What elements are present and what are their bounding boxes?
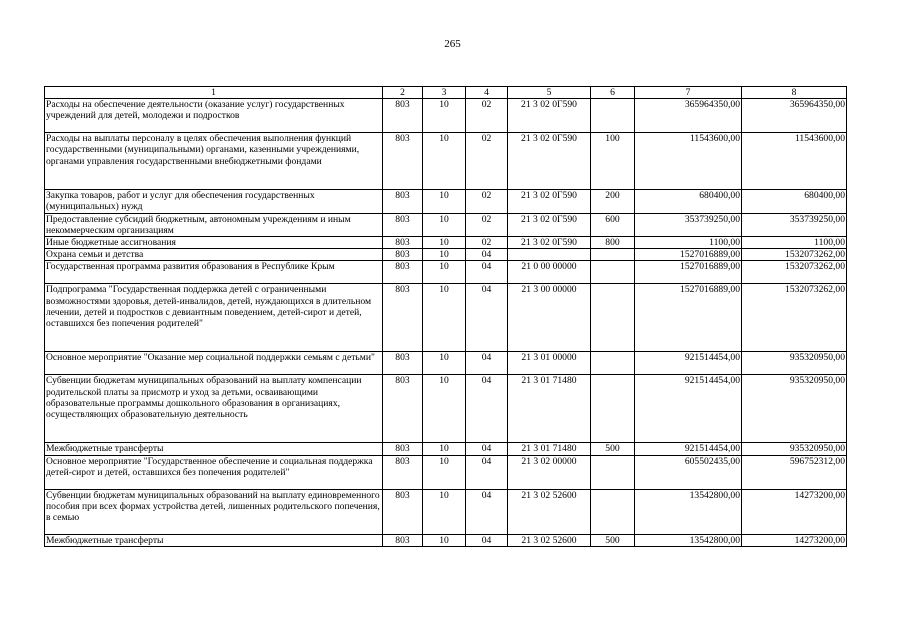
cell-amount-year2: 935320950,00 [742, 375, 847, 443]
cell-section: 10 [423, 249, 466, 261]
cell-section: 10 [423, 237, 466, 249]
cell-expense-type [591, 249, 635, 261]
cell-ministry: 803 [383, 99, 423, 133]
cell-name: Основное мероприятие "Оказание мер социальной поддержки семьям с детьми" [45, 352, 383, 375]
cell-subsection: 02 [466, 190, 508, 213]
cell-name: Иные бюджетные ассигнования [45, 237, 383, 249]
cell-target-article [508, 249, 591, 261]
cell-ministry: 803 [383, 261, 423, 284]
cell-ministry: 803 [383, 249, 423, 261]
cell-target-article: 21 3 02 0Г590 [508, 99, 591, 133]
cell-amount-year1: 921514454,00 [635, 375, 742, 443]
cell-amount-year1: 1527016889,00 [635, 284, 742, 352]
table-row [45, 99, 847, 133]
cell-target-article: 21 3 01 71480 [508, 443, 591, 455]
budget-table [44, 86, 847, 547]
cell-expense-type: 800 [591, 237, 635, 249]
cell-expense-type [591, 352, 635, 375]
cell-section: 10 [423, 213, 466, 236]
cell-amount-year2: 11543600,00 [742, 133, 847, 190]
cell-target-article: 21 3 02 0Г590 [508, 213, 591, 236]
cell-target-article: 21 0 00 00000 [508, 261, 591, 284]
table-row [45, 455, 847, 489]
header-cell: 2 [383, 87, 423, 99]
cell-section: 10 [423, 284, 466, 352]
cell-target-article: 21 3 01 71480 [508, 375, 591, 443]
cell-amount-year2: 1532073262,00 [742, 261, 847, 284]
cell-ministry: 803 [383, 534, 423, 546]
cell-ministry: 803 [383, 190, 423, 213]
cell-name: Основное мероприятие "Государственное обеспечение и социальная поддержка детей-сирот и детей, оставшихся без попечения родителей" [45, 455, 383, 489]
table-row [45, 352, 847, 375]
table-row [45, 133, 847, 190]
header-cell: 7 [635, 87, 742, 99]
cell-amount-year2: 680400,00 [742, 190, 847, 213]
cell-amount-year2: 1100,00 [742, 237, 847, 249]
cell-name: Предоставление субсидий бюджетным, автономным учреждениям и иным некоммерческим организациям [45, 213, 383, 236]
table-row [45, 534, 847, 546]
cell-subsection: 04 [466, 534, 508, 546]
cell-target-article: 21 3 02 0Г590 [508, 237, 591, 249]
cell-amount-year1: 680400,00 [635, 190, 742, 213]
cell-section: 10 [423, 133, 466, 190]
cell-target-article: 21 3 02 0Г590 [508, 133, 591, 190]
cell-amount-year2: 596752312,00 [742, 455, 847, 489]
cell-ministry: 803 [383, 133, 423, 190]
cell-amount-year2: 935320950,00 [742, 443, 847, 455]
cell-name: Подпрограмма "Государственная поддержка детей с ограниченными возможностями здоровья, детей-инвалидов, детей, нуждающихся в длительном лечении, детей и подростков с девиантным поведением, детей-сирот и детей, оставшихся без попечения родителей" [45, 284, 383, 352]
header-cell: 3 [423, 87, 466, 99]
cell-expense-type: 500 [591, 534, 635, 546]
header-cell: 5 [508, 87, 591, 99]
cell-section: 10 [423, 455, 466, 489]
cell-amount-year2: 353739250,00 [742, 213, 847, 236]
cell-target-article: 21 3 02 52600 [508, 534, 591, 546]
cell-section: 10 [423, 261, 466, 284]
cell-subsection: 02 [466, 133, 508, 190]
cell-target-article: 21 3 02 52600 [508, 489, 591, 534]
header-cell: 4 [466, 87, 508, 99]
cell-expense-type [591, 284, 635, 352]
table-row [45, 213, 847, 236]
cell-amount-year1: 1100,00 [635, 237, 742, 249]
cell-name: Межбюджетные трансферты [45, 443, 383, 455]
cell-amount-year1: 921514454,00 [635, 352, 742, 375]
cell-section: 10 [423, 99, 466, 133]
cell-section: 10 [423, 443, 466, 455]
cell-target-article: 21 3 00 00000 [508, 284, 591, 352]
cell-amount-year2: 14273200,00 [742, 489, 847, 534]
cell-ministry: 803 [383, 375, 423, 443]
cell-subsection: 04 [466, 261, 508, 284]
cell-subsection: 04 [466, 455, 508, 489]
table-row [45, 443, 847, 455]
cell-target-article: 21 3 01 00000 [508, 352, 591, 375]
cell-expense-type: 500 [591, 443, 635, 455]
cell-name: Межбюджетные трансферты [45, 534, 383, 546]
cell-amount-year2: 1532073262,00 [742, 284, 847, 352]
table-row [45, 284, 847, 352]
cell-amount-year2: 365964350,00 [742, 99, 847, 133]
cell-section: 10 [423, 190, 466, 213]
cell-subsection: 04 [466, 443, 508, 455]
cell-subsection: 04 [466, 352, 508, 375]
header-cell: 1 [45, 87, 383, 99]
cell-section: 10 [423, 352, 466, 375]
cell-expense-type: 200 [591, 190, 635, 213]
cell-name: Расходы на выплаты персоналу в целях обеспечения выполнения функций государственными (муниципальными) органами, казенными учреждениями, органами управления государственными внебюджетными фондами [45, 133, 383, 190]
cell-expense-type: 600 [591, 213, 635, 236]
cell-amount-year1: 1527016889,00 [635, 261, 742, 284]
cell-amount-year2: 1532073262,00 [742, 249, 847, 261]
cell-name: Охрана семьи и детства [45, 249, 383, 261]
cell-amount-year2: 935320950,00 [742, 352, 847, 375]
header-row [45, 87, 847, 99]
cell-ministry: 803 [383, 489, 423, 534]
cell-subsection: 02 [466, 213, 508, 236]
cell-expense-type [591, 99, 635, 133]
cell-expense-type [591, 375, 635, 443]
cell-target-article: 21 3 02 00000 [508, 455, 591, 489]
cell-ministry: 803 [383, 237, 423, 249]
table-row [45, 249, 847, 261]
cell-amount-year2: 14273200,00 [742, 534, 847, 546]
cell-section: 10 [423, 534, 466, 546]
cell-ministry: 803 [383, 213, 423, 236]
page-number: 265 [444, 38, 461, 50]
cell-expense-type: 100 [591, 133, 635, 190]
header-cell: 6 [591, 87, 635, 99]
cell-amount-year1: 11543600,00 [635, 133, 742, 190]
cell-ministry: 803 [383, 352, 423, 375]
cell-subsection: 02 [466, 99, 508, 133]
cell-amount-year1: 13542800,00 [635, 489, 742, 534]
cell-ministry: 803 [383, 443, 423, 455]
cell-subsection: 04 [466, 375, 508, 443]
cell-name: Государственная программа развития образования в Республике Крым [45, 261, 383, 284]
cell-subsection: 02 [466, 237, 508, 249]
cell-amount-year1: 1527016889,00 [635, 249, 742, 261]
cell-expense-type [591, 489, 635, 534]
cell-target-article: 21 3 02 0Г590 [508, 190, 591, 213]
cell-amount-year1: 353739250,00 [635, 213, 742, 236]
cell-expense-type [591, 455, 635, 489]
cell-name: Субвенции бюджетам муниципальных образований на выплату единовременного пособия при всех формах устройства детей, лишенных родительского попечения, в семью [45, 489, 383, 534]
cell-amount-year1: 921514454,00 [635, 443, 742, 455]
cell-subsection: 04 [466, 489, 508, 534]
table-row [45, 489, 847, 534]
cell-ministry: 803 [383, 284, 423, 352]
header-cell: 8 [742, 87, 847, 99]
table-row [45, 237, 847, 249]
cell-name: Субвенции бюджетам муниципальных образований на выплату компенсации родительской платы за присмотр и уход за детьми, осваивающими образовательные программы дошкольного образования в организациях, осуществляющих образовательную деятельность [45, 375, 383, 443]
cell-expense-type [591, 261, 635, 284]
table-row [45, 375, 847, 443]
cell-name: Расходы на обеспечение деятельности (оказание услуг) государственных учреждений для детей, молодежи и подростков [45, 99, 383, 133]
table-row [45, 190, 847, 213]
cell-section: 10 [423, 489, 466, 534]
cell-name: Закупка товаров, работ и услуг для обеспечения государственных (муниципальных) нужд [45, 190, 383, 213]
cell-amount-year1: 605502435,00 [635, 455, 742, 489]
cell-amount-year1: 365964350,00 [635, 99, 742, 133]
cell-subsection: 04 [466, 284, 508, 352]
cell-ministry: 803 [383, 455, 423, 489]
cell-section: 10 [423, 375, 466, 443]
table-row [45, 261, 847, 284]
cell-subsection: 04 [466, 249, 508, 261]
cell-amount-year1: 13542800,00 [635, 534, 742, 546]
